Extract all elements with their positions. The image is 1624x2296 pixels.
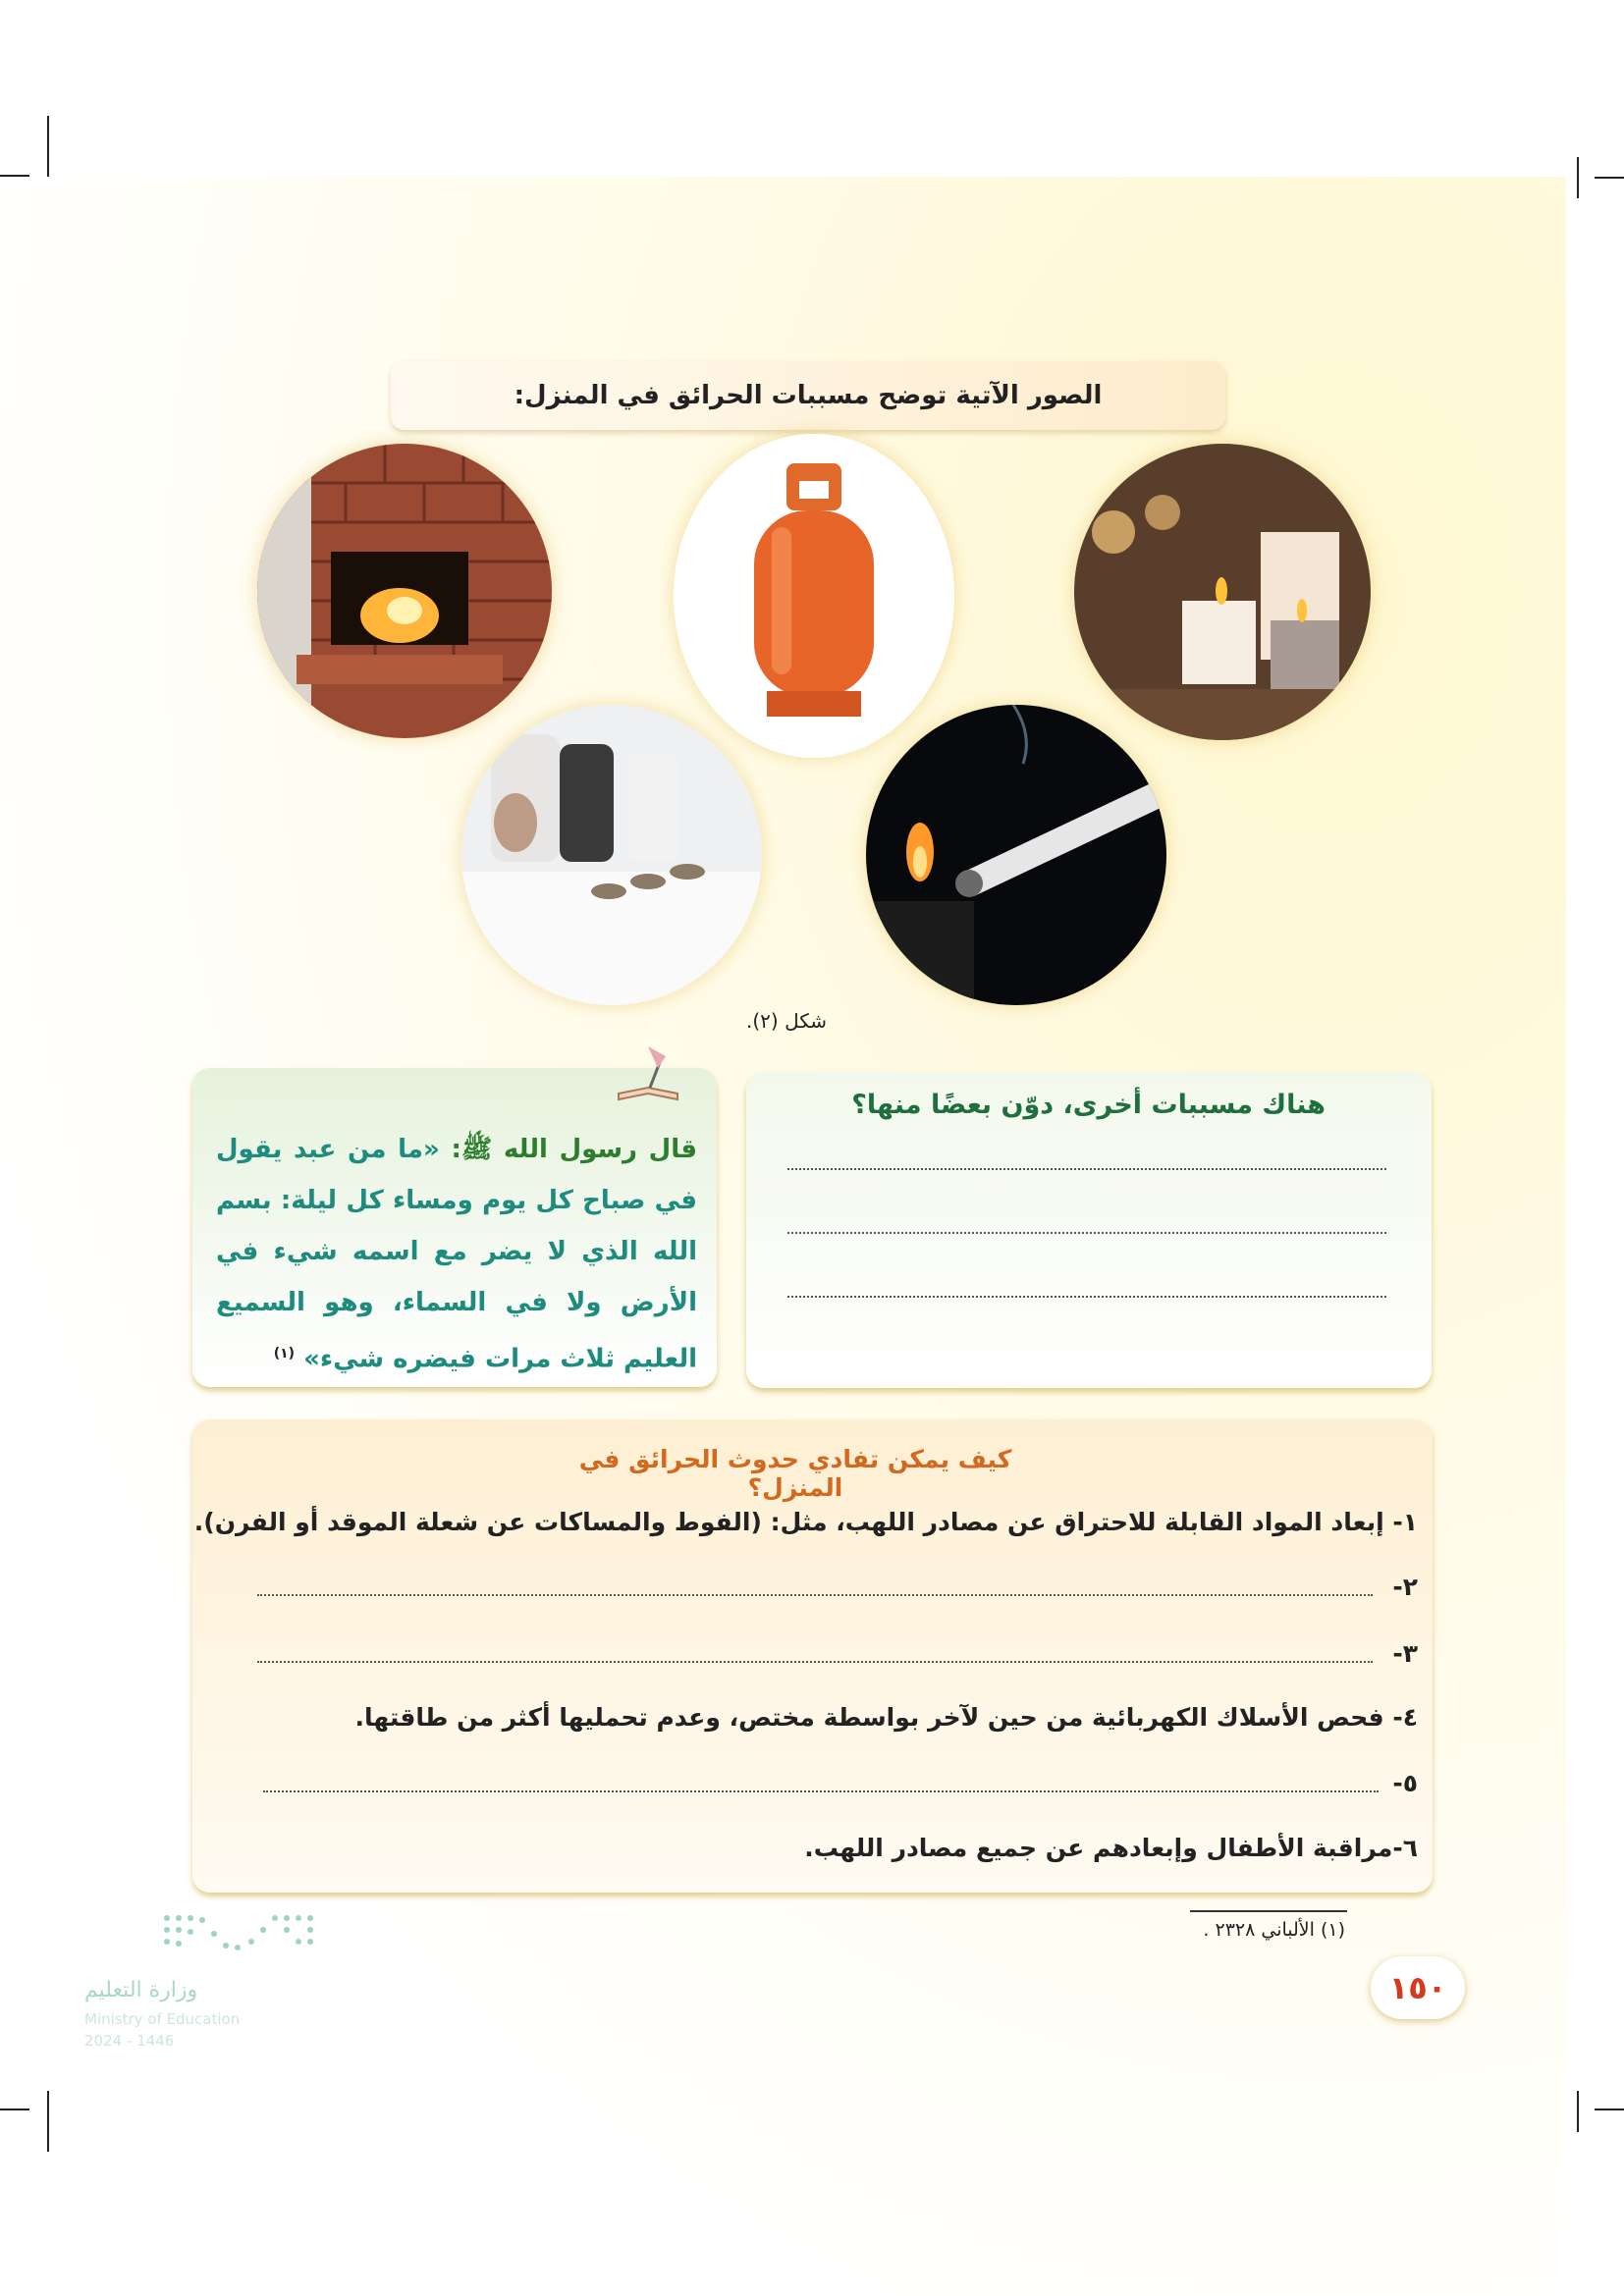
lamp-book-icon (609, 1042, 687, 1111)
ministry-logo-icon (157, 1910, 324, 1959)
prevention-item: ٥- (1392, 1769, 1418, 1797)
prevention-item: ٢- (1392, 1573, 1418, 1601)
prevention-title: كيف يمكن تفادي حدوث الحرائق في المنزل؟ (578, 1445, 1012, 1502)
answer-line[interactable] (257, 1594, 1373, 1596)
answer-line[interactable] (263, 1790, 1379, 1792)
crop-mark (47, 2091, 49, 2152)
crop-mark (1577, 157, 1579, 198)
crop-mark (0, 2109, 29, 2110)
question-title: هناك مسببات أخرى، دوّن بعضًا منها؟ (851, 1090, 1326, 1120)
section-banner (391, 361, 1225, 430)
banner-title: الصور الآتية توضح مسببات الحرائق في المنزل: (514, 381, 1103, 410)
answer-line[interactable] (787, 1168, 1386, 1170)
cigarette-image (866, 705, 1166, 1005)
ministry-name-ar: وزارة التعليم (84, 1978, 198, 2002)
ministry-name-en: Ministry of Education (84, 2010, 241, 2028)
hadith-footnote-ref: (١) (273, 1346, 296, 1362)
candles-image (1074, 444, 1371, 740)
prevention-item: ٦-مراقبة الأطفال وإبعادهم عن جميع مصادر اللهب. (804, 1834, 1418, 1862)
answer-line[interactable] (787, 1296, 1386, 1298)
electrical-plugs-image (461, 705, 762, 1005)
hadith-text (216, 1124, 697, 1385)
crop-mark (47, 116, 49, 177)
page-number: ١٥٠ (1371, 1956, 1465, 2019)
prevention-item: ١- إبعاد المواد القابلة للاحتراق عن مصادر اللهب، مثل: (الفوط والمساكات عن شعلة الموقد أو الفرن). (193, 1508, 1418, 1536)
fireplace-image (257, 444, 552, 738)
hadith-body: «ما من عبد يقول في صباح كل يوم ومساء كل ليلة: بسم الله الذي لا يضر مع اسمه شيء في الأرض ولا في السماء، وهو السميع العليم ثلاث مرات فيضره شيء» (216, 1135, 697, 1374)
footnote: (١) الألباني ٢٣٢٨ . (1203, 1919, 1345, 1941)
answer-line[interactable] (257, 1661, 1373, 1663)
answer-line[interactable] (787, 1232, 1386, 1234)
crop-mark (1595, 177, 1624, 179)
gas-cylinder-image (674, 434, 954, 758)
ministry-year: 2024 - 1446 (84, 2032, 175, 2050)
crop-mark (1595, 2109, 1624, 2110)
crop-mark (1577, 2091, 1579, 2132)
hadith-lead: قال رسول الله ﷺ: (451, 1135, 697, 1164)
footnote-divider (1190, 1910, 1347, 1912)
crop-mark (0, 175, 29, 177)
prevention-item: ٣- (1392, 1639, 1418, 1668)
figure-caption: شكل (٢). (746, 1009, 828, 1033)
prevention-item: ٤- فحص الأسلاك الكهربائية من حين لآخر بواسطة مختص، وعدم تحمليها أكثر من طاقتها. (354, 1703, 1418, 1732)
